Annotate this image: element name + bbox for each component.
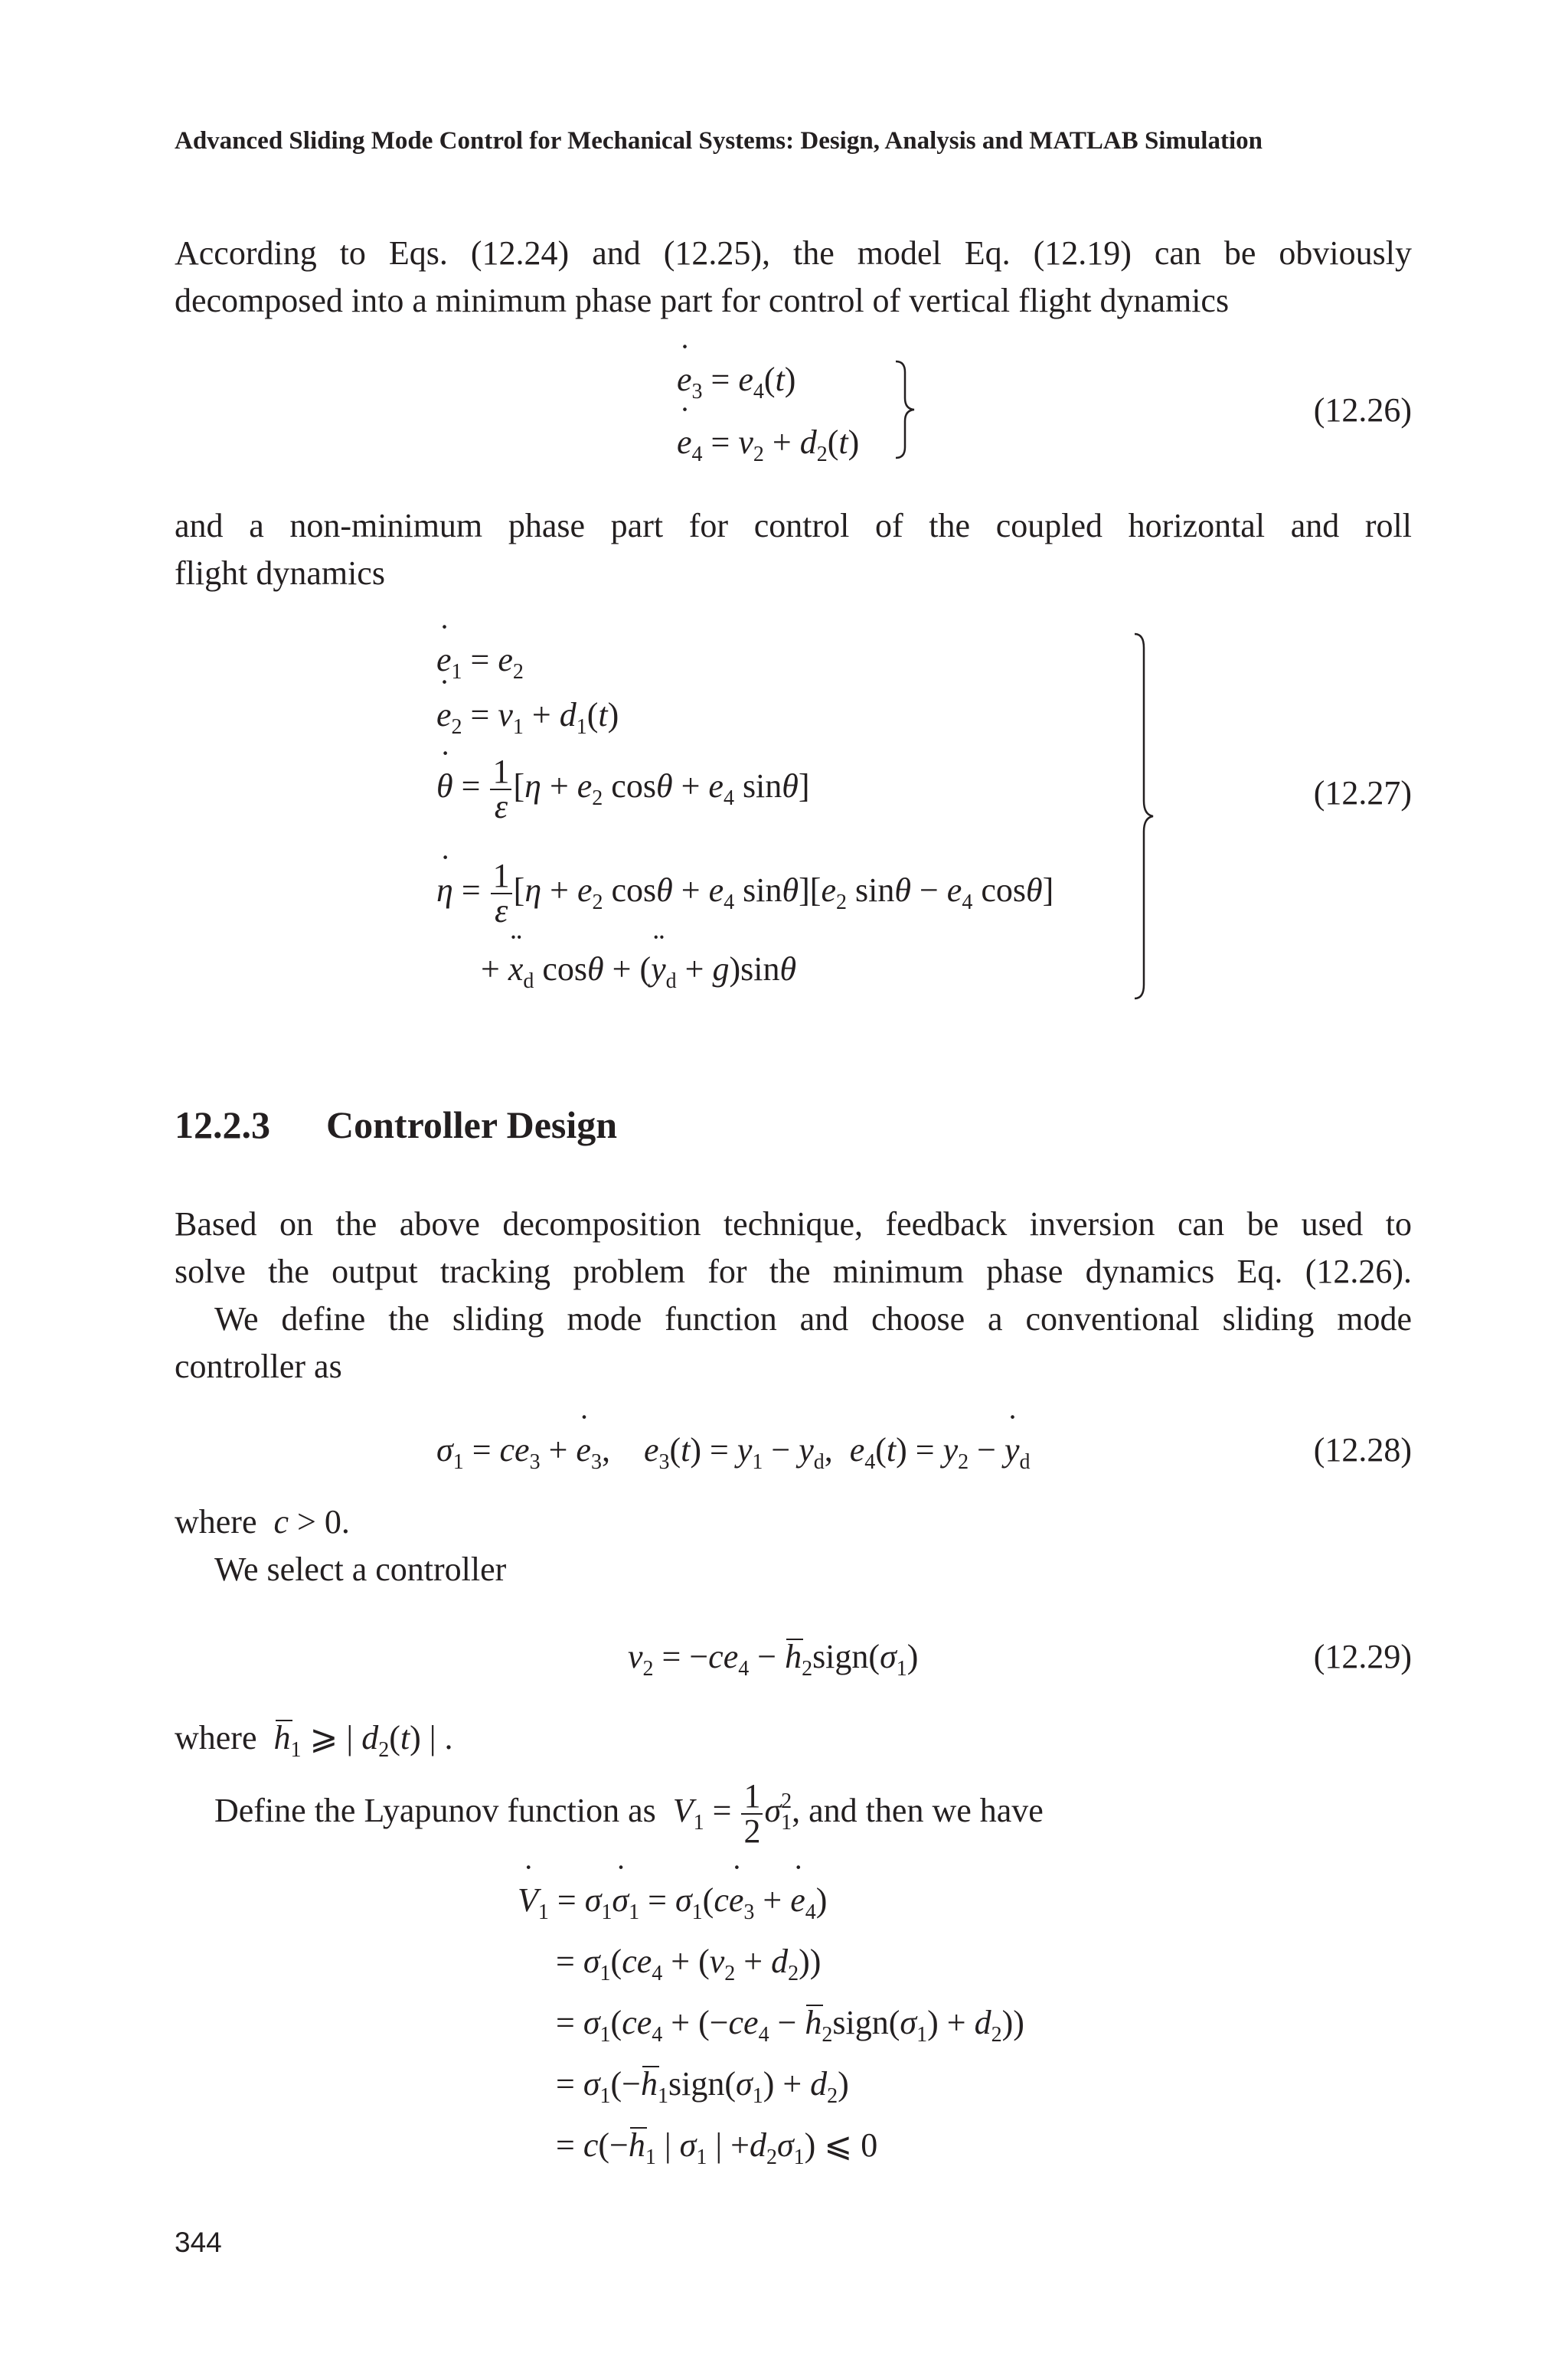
running-head: Advanced Sliding Mode Control for Mechanical Systems: Design, Analysis and MATLAB Simulation — [175, 127, 1263, 155]
derivation-line4: = $\sigma_1(-h_1sign(\sigma_1) + d_2)$ — [556, 2065, 849, 2108]
lyapunov-lead: Define the Lyapunov function as — [214, 1792, 656, 1830]
text-line: decomposed into a minimum phase part for control of vertical flight dynamics — [175, 282, 1230, 319]
equation-12-27-line2: ˙ $e_2 = v_1 + d_1(t)$ — [436, 695, 619, 734]
text-line: controller as — [175, 1348, 342, 1385]
right-brace — [894, 360, 917, 459]
where-bound: where $h_1$ ⩾ | $d_2(t)$ | . — [175, 1719, 453, 1762]
equation-12-27-line1: ˙ $e_1 = e_2$ — [436, 640, 524, 679]
where-label: where — [175, 1719, 257, 1756]
section-heading — [175, 1103, 617, 1147]
equation-number: (12.26) — [1313, 391, 1412, 429]
where-condition: where c > 0. — [175, 1503, 350, 1541]
text-line: solve the output tracking problem for the minimum phase dynamics Eq. (12.26). — [175, 1253, 1412, 1290]
paragraph-non-minimum — [175, 502, 1412, 597]
select-controller-text: We select a controller — [214, 1551, 507, 1588]
derivation-line2: = $\sigma_1(ce_4 + (v_2 + d_2))$ — [556, 1943, 822, 1985]
equation-12-26-line2: ˙ $e_4 = v_2 + d_2(t)$ — [677, 423, 859, 462]
text-line: According to Eqs. (12.24) and (12.25), the model Eq. (12.19) can be obviously — [175, 234, 1412, 272]
page-number: 344 — [175, 2227, 222, 2258]
equation-number: (12.29) — [1313, 1638, 1412, 1675]
derivation-line3: = $\sigma_1(ce_4 + (-ce_4$ − $h_2sign(\sigma_1) + d_2$)) — [556, 2004, 1024, 2047]
right-brace — [1133, 632, 1156, 1000]
text-line: We define the sliding mode function and choose a conventional sliding mode — [214, 1300, 1412, 1338]
equation-12-27-line4: ˙ η = $\frac{1}{\varepsilon}$ [$\eta + e_2$ $\cos\theta + e_4$ $\sin\theta][e_2$ $\sin\theta - e_4$ cosθ] — [436, 859, 1054, 928]
equation-12-27-line3: ˙ θ = $\frac{1}{\varepsilon}$ [$\eta + e_2$ $\cos\theta + e_4$ sinθ] — [436, 755, 810, 824]
paragraph-controller — [175, 1201, 1412, 1390]
equation-12-28: $\sigma_1 = ce_3$ + ˙ $e_3$, $e_3(t) = y_1 - y_d$, $e_4(t) = y_2$ − ˙ $y_d$ — [436, 1430, 1031, 1469]
equation-12-27-line5: + ¨ $x_d$ cosθ + (¨ $y_d + g)\sin\theta$ — [481, 949, 796, 989]
derivation-line1: ˙ $V_1$ = $\sigma_1˙$ $\sigma_1$ = $\sigma_1(c˙$ $e_3$ + ˙ $e_4$) — [518, 1881, 827, 1920]
equation-number: (12.28) — [1313, 1431, 1412, 1469]
lyapunov-definition: Define the Lyapunov function as $V_1$ = $\frac{1}{2}$ $\sigma_1^2$, and then we have — [214, 1777, 1044, 1850]
derivation-line5: = $c(-h_1$ | $\sigma_1$ | $+d_2\sigma_1$) ⩽ 0 — [556, 2126, 878, 2169]
equation-number: (12.27) — [1313, 774, 1412, 812]
text-line: Based on the above decomposition technique, feedback inversion can be used to — [175, 1205, 1412, 1243]
section-title: Controller Design — [326, 1103, 618, 1146]
equation-12-29: $v_2 = -ce_4$ − $h_2sign(\sigma_1)$ — [628, 1638, 919, 1681]
section-number: 12.2.3 — [175, 1103, 270, 1146]
paragraph-intro — [175, 230, 1412, 325]
where-value: 0. — [324, 1503, 350, 1541]
text-line: flight dynamics — [175, 554, 385, 592]
lyapunov-tail: , and then we have — [792, 1792, 1044, 1830]
equation-12-26-line1: ˙ $e_3 = e_4(t)$ — [677, 360, 795, 399]
text-line: and a non-minimum phase part for control of the coupled horizontal and roll — [175, 507, 1412, 544]
where-label: where — [175, 1503, 257, 1541]
